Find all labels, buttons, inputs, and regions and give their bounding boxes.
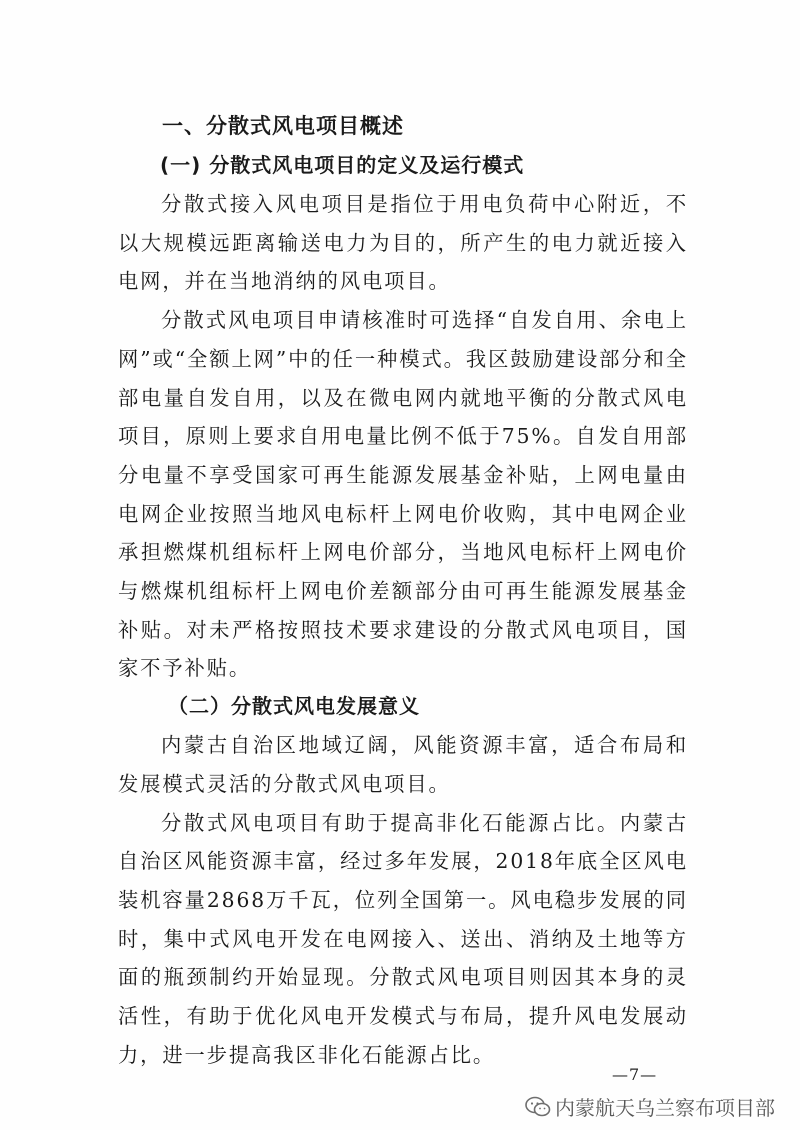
watermark — [525, 1092, 775, 1121]
paragraph-region-overview: 内蒙古自治区地域辽阔，风能资源丰富，适合布局和发展模式灵活的分散式风电项目。 — [118, 733, 688, 796]
paragraph-significance: 分散式风电项目有助于提高非化石能源占比。内蒙古自治区风能资源丰富，经过多年发展，2018年底全区风电装机容量2868万千瓦，位列全国第一。风电稳步发展的同时，集中式风电开发在电网接入、送出、消纳及土地等方面的瓶颈制约开始显现。分散式风电项目则因其本身的灵活性，有助于优化风电开发模式与布局，提升风电发展动力，进一步提高我区非化石能源占比。 — [118, 810, 688, 1067]
watermark-text: 内蒙航天乌兰察布项目部 — [555, 1096, 775, 1120]
section-heading-1: 一、分散式风电项目概述 — [162, 114, 404, 138]
document-body — [118, 108, 688, 1074]
paragraph-definition: 分散式接入风电项目是指位于用电负荷中心附近，不以大规模远距离输送电力为目的，所产生的电力就近接入电网，并在当地消纳的风电项目。 — [118, 192, 688, 294]
page-number: —7— — [612, 1065, 658, 1084]
wechat-icon — [525, 1096, 551, 1118]
paragraph-operation-mode: 分散式风电项目申请核准时可选择“自发自用、余电上网”或“全额上网”中的任一种模式。我区鼓励建设部分和全部电量自发自用，以及在微电网内就地平衡的分散式风电项目，原则上要求自用电量比例不低于75%。自发自用部分电量不享受国家可再生能源发展基金补贴，上网电量由电网企业按照当地风电标杆上网电价收购，其中电网企业承担燃煤机组标杆上网电价部分，当地风电标杆上网电价与燃煤机组标杆上网电价差额部分由可再生能源发展基金补贴。对未严格按照技术要求建设的分散式风电项目，国家不予补贴。 — [118, 308, 688, 681]
subsection-heading-1: (一) 分散式风电项目的定义及运行模式 — [160, 153, 525, 177]
subsection-heading-2: （二）分散式风电发展意义 — [168, 694, 420, 719]
